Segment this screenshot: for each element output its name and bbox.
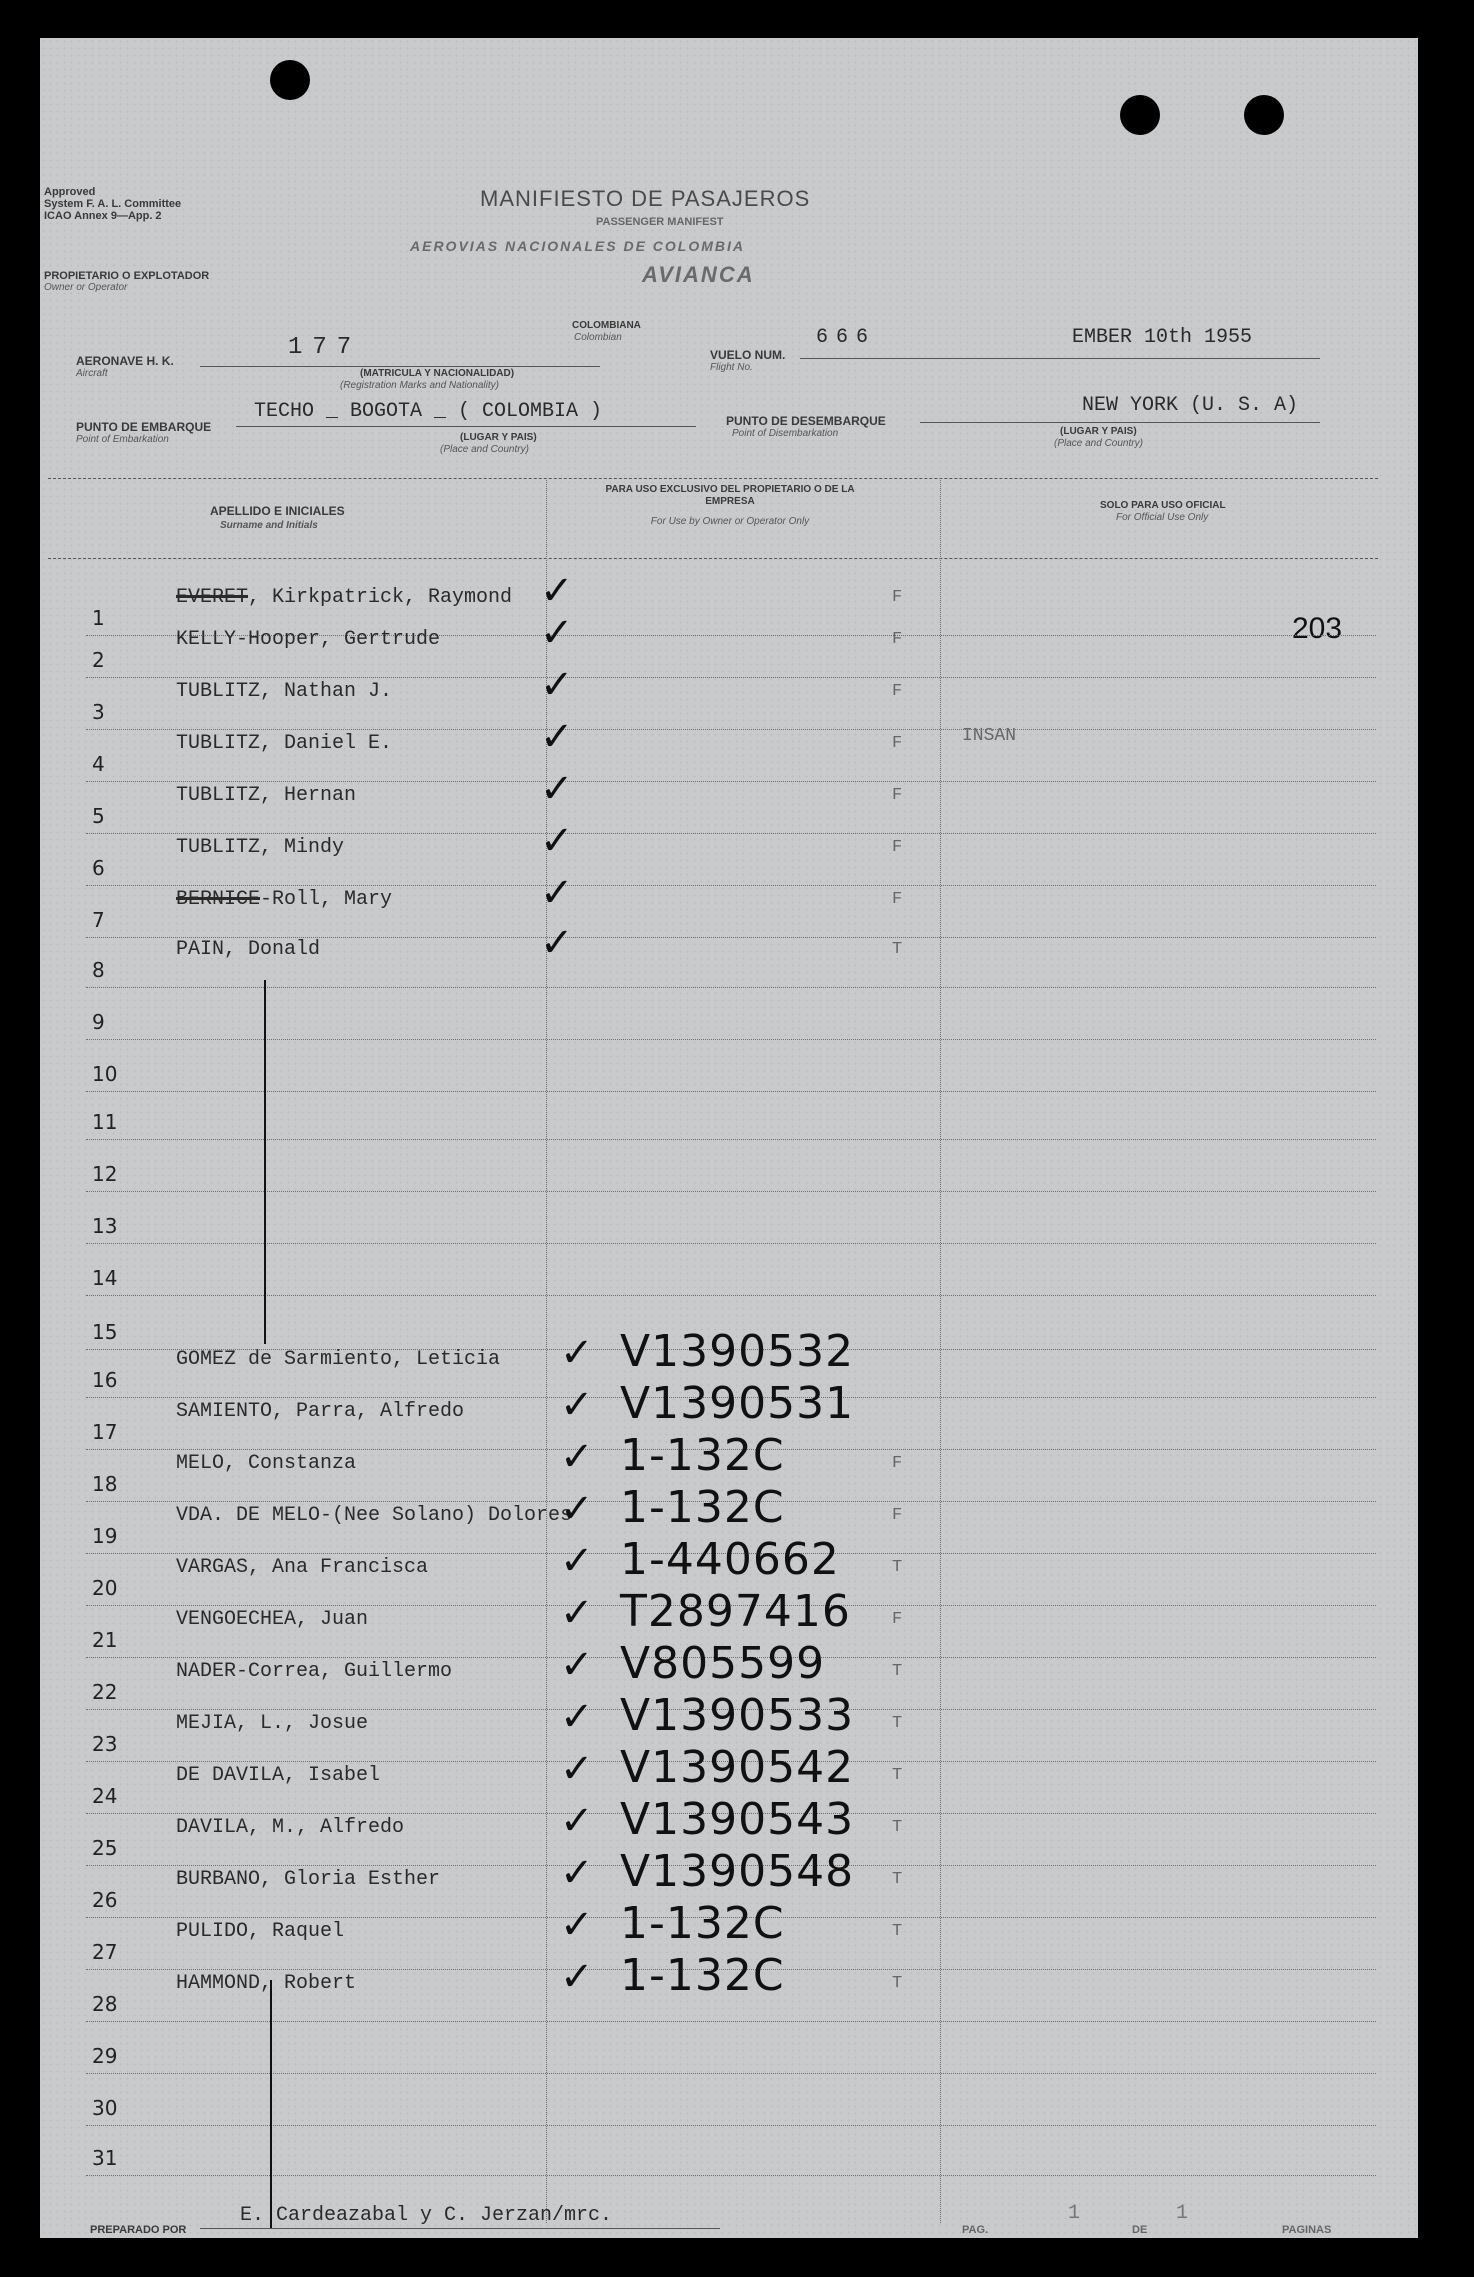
struck-name: BERNICE — [176, 888, 261, 911]
disembarkation-label: PUNTO DE DESEMBARQUE — [726, 414, 886, 428]
handwritten-document-number: 1-132C — [620, 1950, 785, 2001]
row-number: 6 — [92, 856, 105, 880]
table-header-rule — [48, 558, 1378, 559]
check-mark-icon: ✓ — [540, 662, 574, 708]
passenger-name — [176, 938, 320, 961]
embarkation-place-label: (LUGAR Y PAIS) — [460, 432, 537, 443]
punch-hole-3 — [1244, 95, 1284, 135]
handwritten-document-number: V805599 — [620, 1638, 826, 1689]
disembarkation-place-label: (LUGAR Y PAIS) — [1060, 426, 1137, 437]
passenger-name-text: VARGAS, Ana Francisca — [176, 1556, 429, 1579]
row-flag: T — [892, 1870, 903, 1889]
row-number: 3 — [92, 700, 105, 724]
passenger-name-text: TUBLITZ, Hernan — [176, 784, 357, 807]
row-flag: F — [892, 734, 903, 753]
row-rule — [86, 780, 1376, 782]
row-flag: T — [892, 940, 903, 959]
row-number: 24 — [92, 1784, 118, 1808]
aircraft-nationality-en: Colombian — [574, 332, 622, 343]
owner-label-en: Owner or Operator — [44, 282, 128, 293]
aircraft-value: 177 — [288, 334, 362, 361]
row-number: 25 — [92, 1836, 118, 1860]
passenger-name-text: BURBANO, Gloria Esther — [176, 1868, 441, 1891]
manifest-sheet — [40, 38, 1418, 2238]
passenger-name-text: MELO, Constanza — [176, 1452, 357, 1475]
row-number: 12 — [92, 1162, 118, 1186]
struck-name: EVERET — [176, 586, 249, 609]
row-number: 22 — [92, 1680, 118, 1704]
disembarkation-value: NEW YORK (U. S. A) — [1082, 394, 1299, 417]
row-rule — [86, 884, 1376, 886]
row-number: 16 — [92, 1368, 118, 1392]
row-flag: T — [892, 1558, 903, 1577]
embarkation-label: PUNTO DE EMBARQUE — [76, 420, 212, 434]
row-flag: F — [892, 1506, 903, 1525]
passenger-name-text: DAVILA, M., Alfredo — [176, 1816, 405, 1839]
passenger-name-text: MEJIA, L., Josue — [176, 1712, 369, 1735]
handwritten-document-number: V1390548 — [620, 1846, 855, 1897]
handwritten-document-number: 1-440662 — [620, 1534, 840, 1585]
check-mark-icon: ✓ — [560, 1590, 594, 1636]
passenger-name-text: , Kirkpatrick, Raymond — [248, 586, 513, 609]
row-number: 14 — [92, 1266, 118, 1290]
company-short: AVIANCA — [642, 262, 755, 287]
passenger-name — [176, 784, 356, 807]
row-number: 17 — [92, 1420, 118, 1444]
manifest-title-en: PASSENGER MANIFEST — [596, 216, 724, 228]
passenger-name-text: PULIDO, Raquel — [176, 1920, 345, 1943]
passenger-name-text: GOMEZ de Sarmiento, Leticia — [176, 1348, 501, 1371]
column-official-header: SOLO PARA USO OFICIAL — [1100, 500, 1226, 511]
passenger-name — [176, 1608, 368, 1631]
passenger-name-text: HAMMOND, Robert — [176, 1972, 357, 1995]
approval-line-1: Approved — [44, 186, 96, 198]
column-official-header-en: For Official Use Only — [1116, 512, 1209, 523]
passenger-name — [176, 586, 512, 609]
prepared-value: E. Cardeazabal y C. Jerzan/mrc. — [240, 2204, 613, 2227]
aircraft-underline — [200, 366, 600, 367]
check-mark-icon: ✓ — [540, 568, 574, 614]
punch-hole-2 — [1120, 95, 1160, 135]
footer-underline — [200, 2228, 720, 2229]
passenger-name — [176, 1400, 464, 1423]
row-number: 18 — [92, 1472, 118, 1496]
row-flag: F — [892, 1610, 903, 1629]
flight-underline — [800, 358, 1320, 359]
row-flag: F — [892, 630, 903, 649]
passenger-name-text: NADER-Correa, Guillermo — [176, 1660, 453, 1683]
aircraft-label-en: Aircraft — [76, 368, 108, 379]
column-owner-header-en: For Use by Owner or Operator Only — [650, 516, 810, 527]
manifest-title: MANIFIESTO DE PASAJEROS — [480, 186, 811, 211]
passenger-name — [176, 1972, 356, 1995]
column-divider-2 — [940, 478, 941, 2223]
passenger-name-text: TUBLITZ, Nathan J. — [176, 680, 393, 703]
row-number: 21 — [92, 1628, 118, 1652]
footer-of-value: 1 — [1176, 2202, 1189, 2225]
passenger-name — [176, 1868, 440, 1891]
passenger-name — [176, 1660, 452, 1683]
check-mark-icon: ✓ — [560, 1954, 594, 2000]
row-number: 28 — [92, 1992, 118, 2016]
approval-line-3: ICAO Annex 9—App. 2 — [44, 210, 162, 222]
flight-date: EMBER 10th 1955 — [1072, 326, 1253, 349]
owner-label: PROPIETARIO O EXPLOTADOR — [44, 270, 210, 282]
row-rule — [86, 1138, 1376, 1140]
check-mark-icon: ✓ — [560, 1382, 594, 1428]
passenger-name-text: VDA. DE MELO-(Nee Solano) Dolores — [176, 1504, 573, 1527]
row-flag: F — [892, 588, 903, 607]
passenger-name-text: DE DAVILA, Isabel — [176, 1764, 381, 1787]
page-stamp: 203 — [1292, 612, 1343, 645]
approval-line-2: System F. A. L. Committee — [44, 198, 182, 210]
row-number: 11 — [92, 1110, 118, 1134]
check-mark-icon: ✓ — [540, 920, 574, 966]
check-mark-icon: ✓ — [560, 1330, 594, 1376]
check-mark-icon: ✓ — [540, 818, 574, 864]
row-number: 7 — [92, 908, 105, 932]
passenger-name — [176, 1556, 428, 1579]
check-mark-icon: ✓ — [540, 714, 574, 760]
row-number: 2 — [92, 648, 105, 672]
column-name-header: APELLIDO E INICIALES — [210, 504, 345, 518]
footer-pages-label: PAGINAS — [1282, 2224, 1332, 2236]
passenger-name-text: VENGOECHEA, Juan — [176, 1608, 369, 1631]
row-number: 10 — [92, 1062, 118, 1086]
embarkation-underline — [236, 426, 696, 427]
handwritten-document-number: V1390533 — [620, 1690, 855, 1741]
row-number: 8 — [92, 958, 105, 982]
row-flag: F — [892, 838, 903, 857]
footer-page-label: PAG. — [962, 2224, 989, 2236]
row-rule — [86, 676, 1376, 678]
passenger-name-text: TUBLITZ, Daniel E. — [176, 732, 393, 755]
row-flag: T — [892, 1662, 903, 1681]
row-number: 31 — [92, 2146, 118, 2170]
row-flag: F — [892, 890, 903, 909]
row-rule — [86, 1090, 1376, 1092]
bracket-line-lower — [270, 1980, 272, 2228]
row-rule — [86, 986, 1376, 988]
check-mark-icon: ✓ — [560, 1486, 594, 1532]
check-mark-icon: ✓ — [540, 870, 574, 916]
embarkation-place-label-en: (Place and Country) — [440, 444, 529, 455]
handwritten-document-number: V1390542 — [620, 1742, 855, 1793]
row-number: 23 — [92, 1732, 118, 1756]
handwritten-document-number: V1390532 — [620, 1326, 855, 1377]
registration-label-en: (Registration Marks and Nationality) — [340, 380, 499, 391]
check-mark-icon: ✓ — [560, 1694, 594, 1740]
passenger-name — [176, 836, 344, 859]
flight-label: VUELO NUM. — [710, 348, 786, 362]
official-note: INSAN — [962, 726, 1017, 746]
footer-page-value: 1 — [1068, 2202, 1081, 2225]
row-flag: F — [892, 1454, 903, 1473]
bracket-line — [264, 980, 266, 1344]
row-flag: T — [892, 1974, 903, 1993]
disembarkation-underline — [920, 422, 1320, 423]
passenger-name — [176, 680, 392, 703]
column-name-header-en: Surname and Initials — [220, 520, 318, 531]
check-mark-icon: ✓ — [560, 1538, 594, 1584]
row-rule — [86, 1190, 1376, 1192]
aircraft-nationality: COLOMBIANA — [572, 320, 641, 331]
passenger-name — [176, 1348, 500, 1371]
check-mark-icon: ✓ — [540, 766, 574, 812]
row-flag: T — [892, 1714, 903, 1733]
passenger-name — [176, 1712, 368, 1735]
passenger-name — [176, 1920, 344, 1943]
column-owner-header: PARA USO EXCLUSIVO DEL PROPIETARIO O DE LA EMPRESA — [605, 484, 855, 507]
row-number: 4 — [92, 752, 105, 776]
flight-value: 666 — [816, 326, 877, 349]
passenger-name-text: TUBLITZ, Mindy — [176, 836, 345, 859]
row-number: 26 — [92, 1888, 118, 1912]
punch-hole-1 — [270, 60, 310, 100]
passenger-name-text: KELLY-Hooper, Gertrude — [176, 628, 441, 651]
check-mark-icon: ✓ — [560, 1902, 594, 1948]
check-mark-icon: ✓ — [560, 1434, 594, 1480]
registration-label: (MATRICULA Y NACIONALIDAD) — [360, 368, 515, 379]
row-flag: F — [892, 786, 903, 805]
table-top-rule — [48, 478, 1378, 479]
handwritten-document-number: 1-132C — [620, 1430, 785, 1481]
row-rule — [86, 2174, 1376, 2176]
check-mark-icon: ✓ — [560, 1850, 594, 1896]
passenger-name-text: SAMIENTO, Parra, Alfredo — [176, 1400, 465, 1423]
row-flag: T — [892, 1818, 903, 1837]
embarkation-label-en: Point of Embarkation — [76, 434, 169, 445]
row-rule — [86, 728, 1376, 730]
row-number: 15 — [92, 1320, 118, 1344]
passenger-name — [176, 1764, 380, 1787]
row-number: 9 — [92, 1010, 105, 1034]
row-number: 29 — [92, 2044, 118, 2068]
embarkation-value: TECHO _ BOGOTA _ ( COLOMBIA ) — [254, 400, 603, 423]
footer-of-label: DE — [1132, 2224, 1148, 2236]
row-flag: T — [892, 1766, 903, 1785]
row-rule — [86, 1038, 1376, 1040]
flight-label-en: Flight No. — [710, 362, 753, 373]
handwritten-document-number: T2897416 — [620, 1586, 851, 1637]
handwritten-document-number: V1390531 — [620, 1378, 855, 1429]
row-rule — [86, 1242, 1376, 1244]
row-rule — [86, 2020, 1376, 2022]
passenger-name-text: PAIN, Donald — [176, 938, 321, 961]
passenger-name — [176, 1504, 572, 1527]
row-rule — [86, 2072, 1376, 2074]
row-flag: F — [892, 682, 903, 701]
row-rule — [86, 1294, 1376, 1296]
handwritten-document-number: 1-132C — [620, 1482, 785, 1533]
handwritten-document-number: 1-132C — [620, 1898, 785, 1949]
check-mark-icon: ✓ — [560, 1746, 594, 1792]
passenger-name-text: -Roll, Mary — [260, 888, 393, 911]
aircraft-label: AERONAVE H. K. — [76, 354, 174, 368]
row-number: 27 — [92, 1940, 118, 1964]
passenger-name — [176, 1452, 356, 1475]
passenger-name — [176, 888, 392, 911]
passenger-name — [176, 1816, 404, 1839]
handwritten-document-number: V1390543 — [620, 1794, 855, 1845]
row-flag: T — [892, 1922, 903, 1941]
row-rule — [86, 832, 1376, 834]
company-name: AEROVIAS NACIONALES DE COLOMBIA — [410, 238, 746, 254]
passenger-name — [176, 628, 440, 651]
check-mark-icon: ✓ — [540, 610, 574, 656]
row-number: 19 — [92, 1524, 118, 1548]
check-mark-icon: ✓ — [560, 1642, 594, 1688]
row-number: 20 — [92, 1576, 118, 1600]
disembarkation-place-label-en: (Place and Country) — [1054, 438, 1143, 449]
row-number: 1 — [92, 606, 105, 630]
disembarkation-label-en: Point of Disembarkation — [732, 428, 839, 439]
prepared-label: PREPARADO POR — [90, 2224, 187, 2236]
row-number: 5 — [92, 804, 105, 828]
check-mark-icon: ✓ — [560, 1798, 594, 1844]
row-rule — [86, 2124, 1376, 2126]
row-number: 13 — [92, 1214, 118, 1238]
row-number: 30 — [92, 2096, 118, 2120]
passenger-name — [176, 732, 392, 755]
